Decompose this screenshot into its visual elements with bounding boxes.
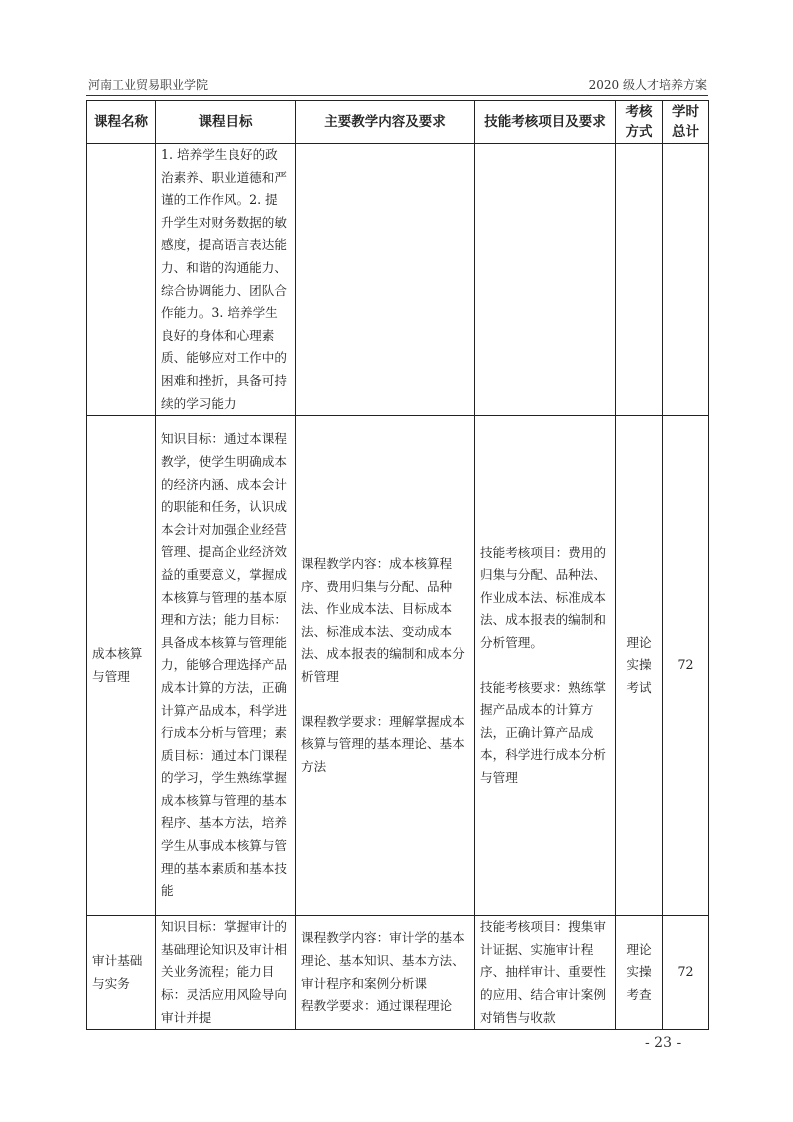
table-row	[87, 416, 709, 916]
course-hours-cell	[663, 144, 709, 416]
column-header-hours	[663, 101, 709, 144]
column-header-name: 课程名称	[87, 101, 156, 144]
course-name-cell	[87, 144, 156, 416]
exam-method: 理论实操考查	[626, 941, 652, 1002]
column-header-hours-text: 学时总计	[672, 104, 699, 140]
table-row	[87, 916, 709, 1030]
skill-items: 技能考核项目：费用的归集与分配、品种法、作业成本法、标准成本法、成本报表的编制和分析管理。	[480, 544, 606, 651]
curriculum-table	[86, 100, 709, 1030]
teaching-requirement: 程教学要求：通过课程理论	[301, 998, 453, 1014]
paragraph-gap	[301, 689, 469, 711]
teaching-content: 课程教学内容：成本核算程序、费用归集与分配、品种法、作业成本法、目标成本法、标准成本法、变动成本法、成本报表的编制和成本分析管理	[301, 555, 465, 684]
skill-requirement: 技能考核要求：熟练掌握产品成本的计算方法，正确计算产品成本，科学进行成本分析与管理	[480, 679, 606, 785]
institution-name: 河南工业贸易职业学院	[88, 78, 209, 92]
teaching-content: 课程教学内容：审计学的基本理论、基本知识、基本方法、审计程序和案例分析课	[301, 930, 465, 991]
course-name-cell: 成本核算与管理	[87, 416, 156, 916]
course-skill-cell: 技能考核项目：搜集审计证据、实施审计程序、抽样审计、重要性的应用、结合审计案例对销售与收款	[475, 916, 616, 1030]
course-skill-cell	[475, 144, 616, 416]
exam-method: 理论实操考试	[626, 634, 652, 695]
column-header-exam	[616, 101, 663, 144]
column-header-goal: 课程目标	[156, 101, 296, 144]
paragraph-gap	[480, 655, 610, 677]
course-content-cell	[296, 416, 475, 916]
course-skill-cell	[475, 416, 616, 916]
course-exam-cell	[616, 916, 663, 1030]
course-goal-cell: 1. 培养学生良好的政治素养、职业道德和严谨的工作作风。2. 提升学生对财务数据的敏感度，提高语言表达能力、和谐的沟通能力、综合协调能力、团队合作能力。3. 培养学生良好的身体和心理素质、能够应对工作中的困难和挫折，具备可持续的学习能力	[156, 144, 296, 416]
course-content-cell	[296, 916, 475, 1030]
course-exam-cell	[616, 416, 663, 916]
course-goal-cell: 知识目标：掌握审计的基础理论知识及审计相关业务流程；能力目标：灵活应用风险导向审计并提	[156, 916, 296, 1030]
course-hours-cell: 72	[663, 916, 709, 1030]
course-exam-cell	[616, 144, 663, 416]
course-name-cell: 审计基础与实务	[87, 916, 156, 1030]
page-number: - 23 -	[645, 1035, 682, 1051]
teaching-requirement: 课程教学要求：理解掌握成本核算与管理的基本理论、基本方法	[301, 713, 465, 774]
course-content-cell	[296, 144, 475, 416]
course-hours-cell: 72	[663, 416, 709, 916]
column-header-exam-text: 考核方式	[625, 104, 653, 140]
column-header-content: 主要教学内容及要求	[296, 101, 475, 144]
table-header-row	[87, 101, 709, 144]
column-header-skill: 技能考核项目及要求	[475, 101, 616, 144]
table-row	[87, 144, 709, 416]
course-goal-cell: 知识目标：通过本课程教学，使学生明确成本的经济内涵、成本会计的职能和任务，认识成本会计对加强企业经营管理、提高企业经济效益的重要意义，掌握成本核算与管理的基本原理和方法；能力目标：具备成本核算与管理能力，能够合理选择产品成本计算的方法，正确计算产品成本，科学进行成本分析与管理；素质目标：通过本门课程的学习，学生熟练掌握成本核算与管理的基本程序、基本方法，培养学生从事成本核算与管理的基本素质和基本技能	[156, 416, 296, 916]
header-rule	[86, 95, 708, 96]
document-title: 2020 级人才培养方案	[588, 78, 707, 92]
